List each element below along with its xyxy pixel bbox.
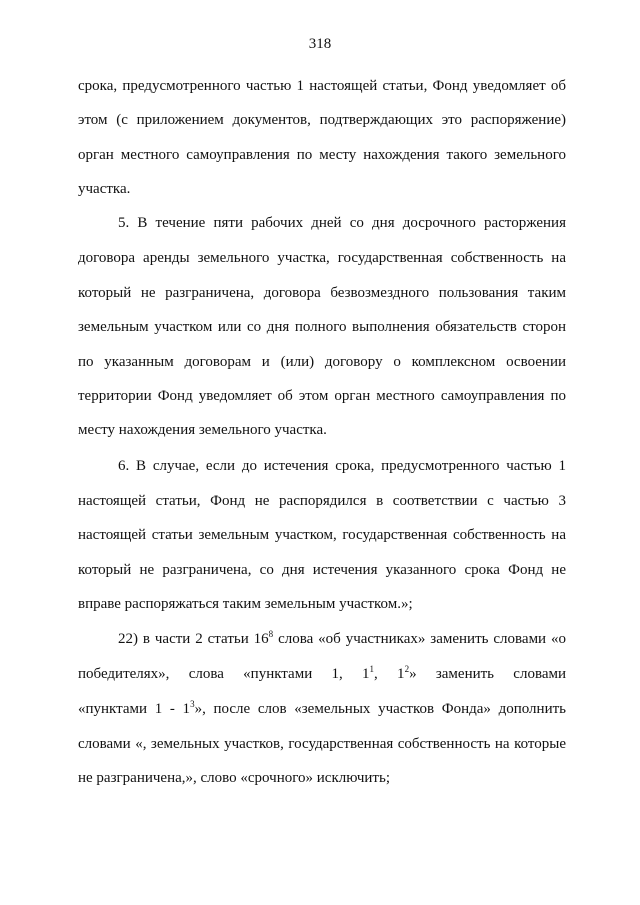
text-line: срока, предусмотренного частью 1 настоящей статьи, Фонд уведомляет об xyxy=(78,78,566,94)
page-number: 318 xyxy=(308,36,332,52)
item-22-first-line xyxy=(118,629,566,649)
text-segment: 22) в части 2 статьи 16 xyxy=(118,631,269,647)
text-line: настоящей статьи, Фонд не распорядился в соответствии с частью 3 xyxy=(78,493,566,509)
text-line: словами «, земельных участков, государственная собственность на которые xyxy=(78,736,566,752)
text-line: орган местного самоуправления по месту нахождения такого земельного xyxy=(78,147,566,163)
text-line: территории Фонд уведомляет об этом орган местного самоуправления по xyxy=(78,388,566,404)
text-line: вправе распоряжаться таким земельным участком.»; xyxy=(78,596,413,612)
text-segment: слова «об участниках» заменить словами «о xyxy=(273,631,566,647)
superscript: 2 xyxy=(404,664,410,674)
text-line: который не разграничена, со дня истечения указанного срока Фонд не xyxy=(78,562,566,578)
text-line: настоящей статьи земельным участком, государственная собственность на xyxy=(78,527,566,543)
superscript: 3 xyxy=(190,699,195,709)
text-segment: » заменить словами xyxy=(409,666,567,682)
paragraph-5-first-line: 5. В течение пяти рабочих дней со дня досрочного расторжения xyxy=(118,215,566,231)
text-line: который не разграничена, договора безвозмездного пользования таким xyxy=(78,285,566,301)
text-line: земельным участком или со дня полного выполнения обязательств сторон xyxy=(78,319,566,335)
text-segment: победителях», слова «пунктами 1, 1 xyxy=(78,666,370,682)
superscript: 8 xyxy=(268,629,274,639)
text-line xyxy=(78,664,566,684)
text-line: этом (с приложением документов, подтверждающих это распоряжение) xyxy=(78,112,566,128)
text-line: не разграничена,», слово «срочного» исключить; xyxy=(78,770,390,786)
text-line: договора аренды земельного участка, государственная собственность на xyxy=(78,250,566,266)
text-line: месту нахождения земельного участка. xyxy=(78,422,327,438)
text-segment: , 1 xyxy=(374,666,405,682)
paragraph-6-first-line: 6. В случае, если до истечения срока, предусмотренного частью 1 xyxy=(118,458,566,474)
text-line: по указанным договорам и (или) договору о комплексном освоении xyxy=(78,354,566,370)
text-segment: », после слов «земельных участков Фонда» дополнить xyxy=(194,701,566,717)
text-segment: «пунктами 1 - 1 xyxy=(78,701,191,717)
text-line xyxy=(78,699,566,719)
superscript: 1 xyxy=(369,664,375,674)
text-line: участка. xyxy=(78,181,131,197)
